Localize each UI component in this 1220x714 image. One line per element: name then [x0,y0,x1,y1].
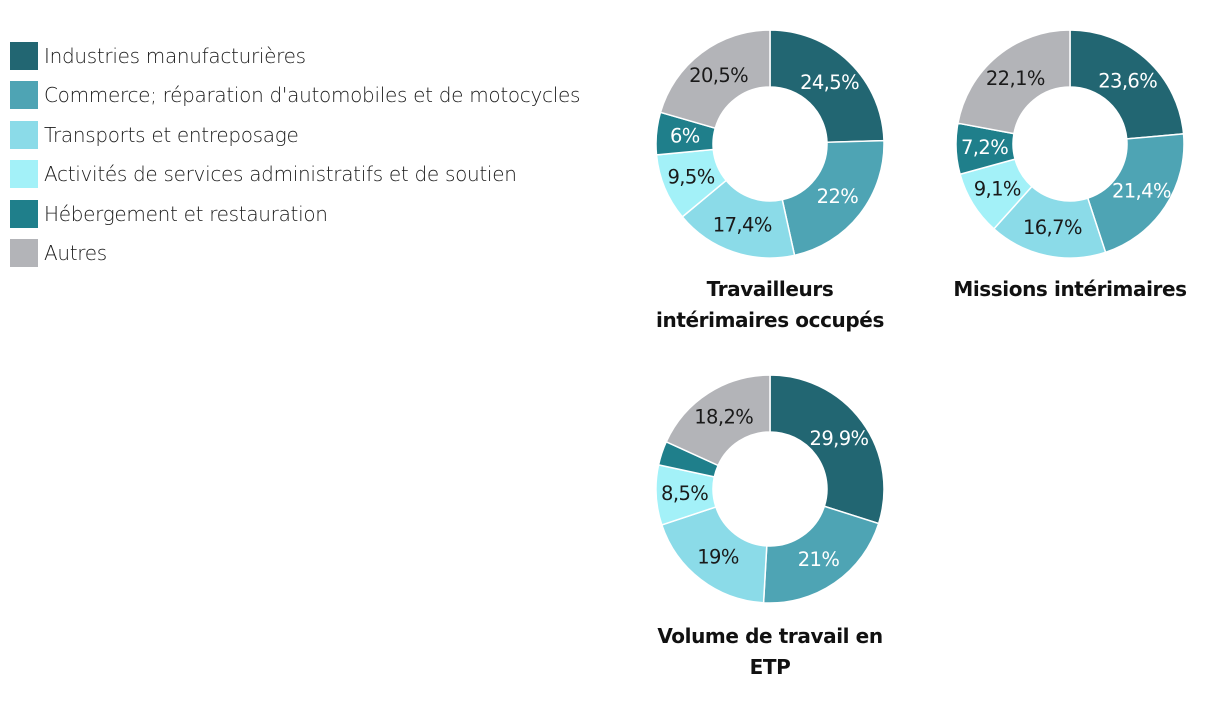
slice-label-transports: 19% [697,545,739,569]
donut-chart-volume-etp [655,374,885,604]
slice-label-services-admin: 9,5% [667,165,715,189]
legend-label: Autres [44,241,107,266]
chart-title-missions: Missions intérimaires [953,277,1187,301]
donut-chart-missions [955,29,1185,259]
slice-label-services-admin: 8,5% [661,482,709,506]
slice-label-commerce: 21,4% [1111,179,1171,203]
donut-svg [655,374,885,604]
legend-item-services-admin [10,155,580,195]
slice-label-transports: 17,4% [712,213,772,237]
slice-label-hebergement: 7,2% [961,136,1009,160]
chart-title-volume-etp: Volume de travail en ETP [657,624,883,679]
slice-label-autres: 22,1% [985,66,1045,90]
legend-item-commerce [10,76,580,116]
legend-swatch [10,81,38,109]
legend-swatch [10,160,38,188]
slice-label-industries: 29,9% [809,427,869,451]
donut-chart-travailleurs [655,29,885,259]
slice-label-services-admin: 9,1% [973,177,1021,201]
slice-label-commerce: 22% [816,185,859,209]
donut-svg [655,29,885,259]
legend-item-autres [10,234,580,274]
chart-title-travailleurs: Travailleurs intérimaires occupés [656,277,884,332]
chart-legend [10,36,580,273]
slice-label-autres: 20,5% [689,64,749,88]
slice-label-autres: 18,2% [694,405,754,429]
donut-svg [955,29,1185,259]
legend-swatch [10,239,38,267]
slice-label-commerce: 21% [797,547,840,571]
legend-label: Hébergement et restauration [44,201,328,226]
legend-label: Transports et entreposage [44,122,299,147]
slice-label-industries: 24,5% [800,71,860,95]
legend-item-industries [10,36,580,76]
legend-label: Industries manufacturières [44,43,306,68]
slice-label-transports: 16,7% [1022,216,1082,240]
legend-label: Commerce; réparation d'automobiles et de motocycles [44,83,581,108]
legend-swatch [10,200,38,228]
legend-label: Activités de services administratifs et de soutien [44,162,517,187]
legend-swatch [10,121,38,149]
legend-swatch [10,42,38,70]
legend-item-hebergement [10,194,580,234]
legend-item-transports [10,115,580,155]
slice-label-hebergement: 6% [669,124,700,148]
slice-label-industries: 23,6% [1098,69,1158,93]
